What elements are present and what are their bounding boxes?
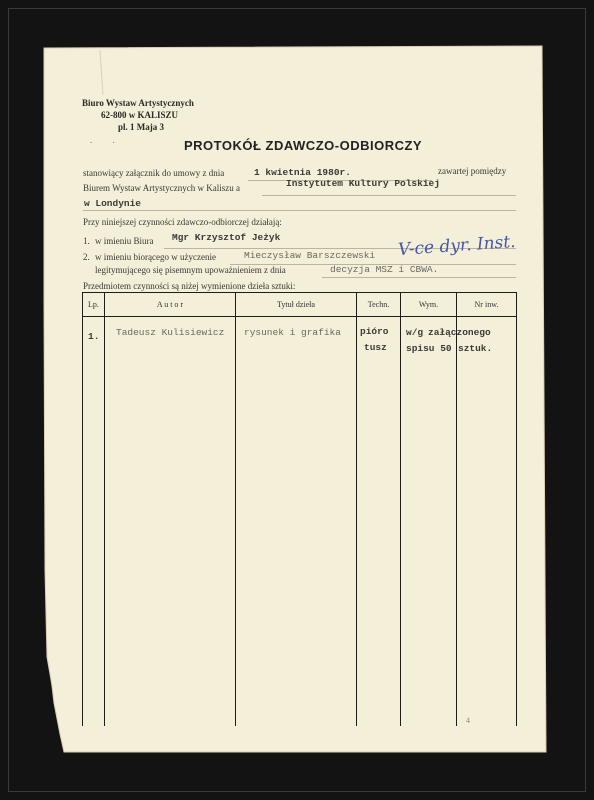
typed-party: Instytutem Kultury Polskiej (286, 178, 440, 189)
row1-lp: 1. (88, 331, 100, 342)
label-legit: legitymującego się pisemnym upoważnieniem z dnia (95, 265, 286, 275)
col-header-nr: Nr inw. (474, 300, 499, 309)
item1-name: Mgr Krzysztof Jeżyk (172, 232, 281, 243)
item2-number: 2. (83, 252, 90, 262)
rule (262, 195, 516, 196)
rule (322, 277, 516, 278)
header-address: pl. 1 Maja 3 (118, 122, 164, 132)
table-header-border (82, 316, 517, 317)
label-przy: Przy niniejszej czynności zdawczo-odbiorczej działają: (83, 217, 282, 227)
rule (83, 210, 516, 211)
row1-nr-line1: załączonego (428, 327, 491, 338)
row1-nr-line2: sztuk. (458, 343, 493, 354)
item2-name: Mieczysław Barszczewski (244, 250, 376, 261)
label-przedmiotem: Przedmiotem czynności są niżej wymienione dzieła sztuki: (83, 281, 296, 291)
handwritten-signature: V-ce dyr. Inst. (397, 231, 517, 261)
col-divider-techn (400, 292, 401, 726)
col-divider-wym (456, 292, 457, 726)
label-stanowiacy: stanowiący załącznik do umowy z dnia (83, 168, 225, 178)
item1-label: w imieniu Biura (95, 236, 154, 246)
margin-mark: 4 (466, 716, 470, 725)
typed-date: 1 kwietnia 1980r. (254, 167, 351, 178)
row1-autor: Tadeusz Kulisiewicz (116, 327, 225, 338)
col-divider-tytul (356, 292, 357, 726)
row1-techn-line1: pióro (360, 326, 389, 337)
row1-wym-line1: w/g (406, 327, 424, 338)
col-header-tytul: Tytuł dzieła (277, 300, 315, 309)
dots-mark: . . (90, 135, 115, 145)
item1-number: 1. (83, 236, 90, 246)
table-right-border (516, 292, 517, 726)
header-postcode-city: 62-800 w KALISZU (101, 110, 179, 120)
label-zawartej: zawartej pomiędzy (438, 166, 507, 176)
row1-tytul: rysunek i grafika (244, 327, 341, 338)
col-header-lp: Lp. (88, 300, 99, 309)
col-divider-autor (235, 292, 236, 726)
table-top-border (82, 292, 517, 293)
header-institution: Biuro Wystaw Artystycznych (82, 98, 194, 108)
col-header-wym: Wym. (418, 300, 439, 309)
legit-decision: decyzja MSZ i CBWA. (330, 264, 439, 275)
label-biurem: Biurem Wystaw Artystycznych w Kaliszu a (83, 183, 241, 193)
col-divider-lp (104, 292, 105, 726)
col-header-techn: Techn. (367, 300, 390, 309)
row1-wym-line2: spisu 50 (406, 343, 452, 354)
row1-techn-line2: tusz (364, 342, 387, 353)
table-left-border (82, 292, 83, 726)
document-title: PROTOKÓŁ ZDAWCZO-ODBIORCZY (184, 138, 423, 153)
col-header-autor: A u t o r (156, 300, 184, 309)
typed-party-city: w Londynie (84, 198, 142, 209)
item2-label: w imieniu biorącego w użyczenie (95, 252, 216, 262)
